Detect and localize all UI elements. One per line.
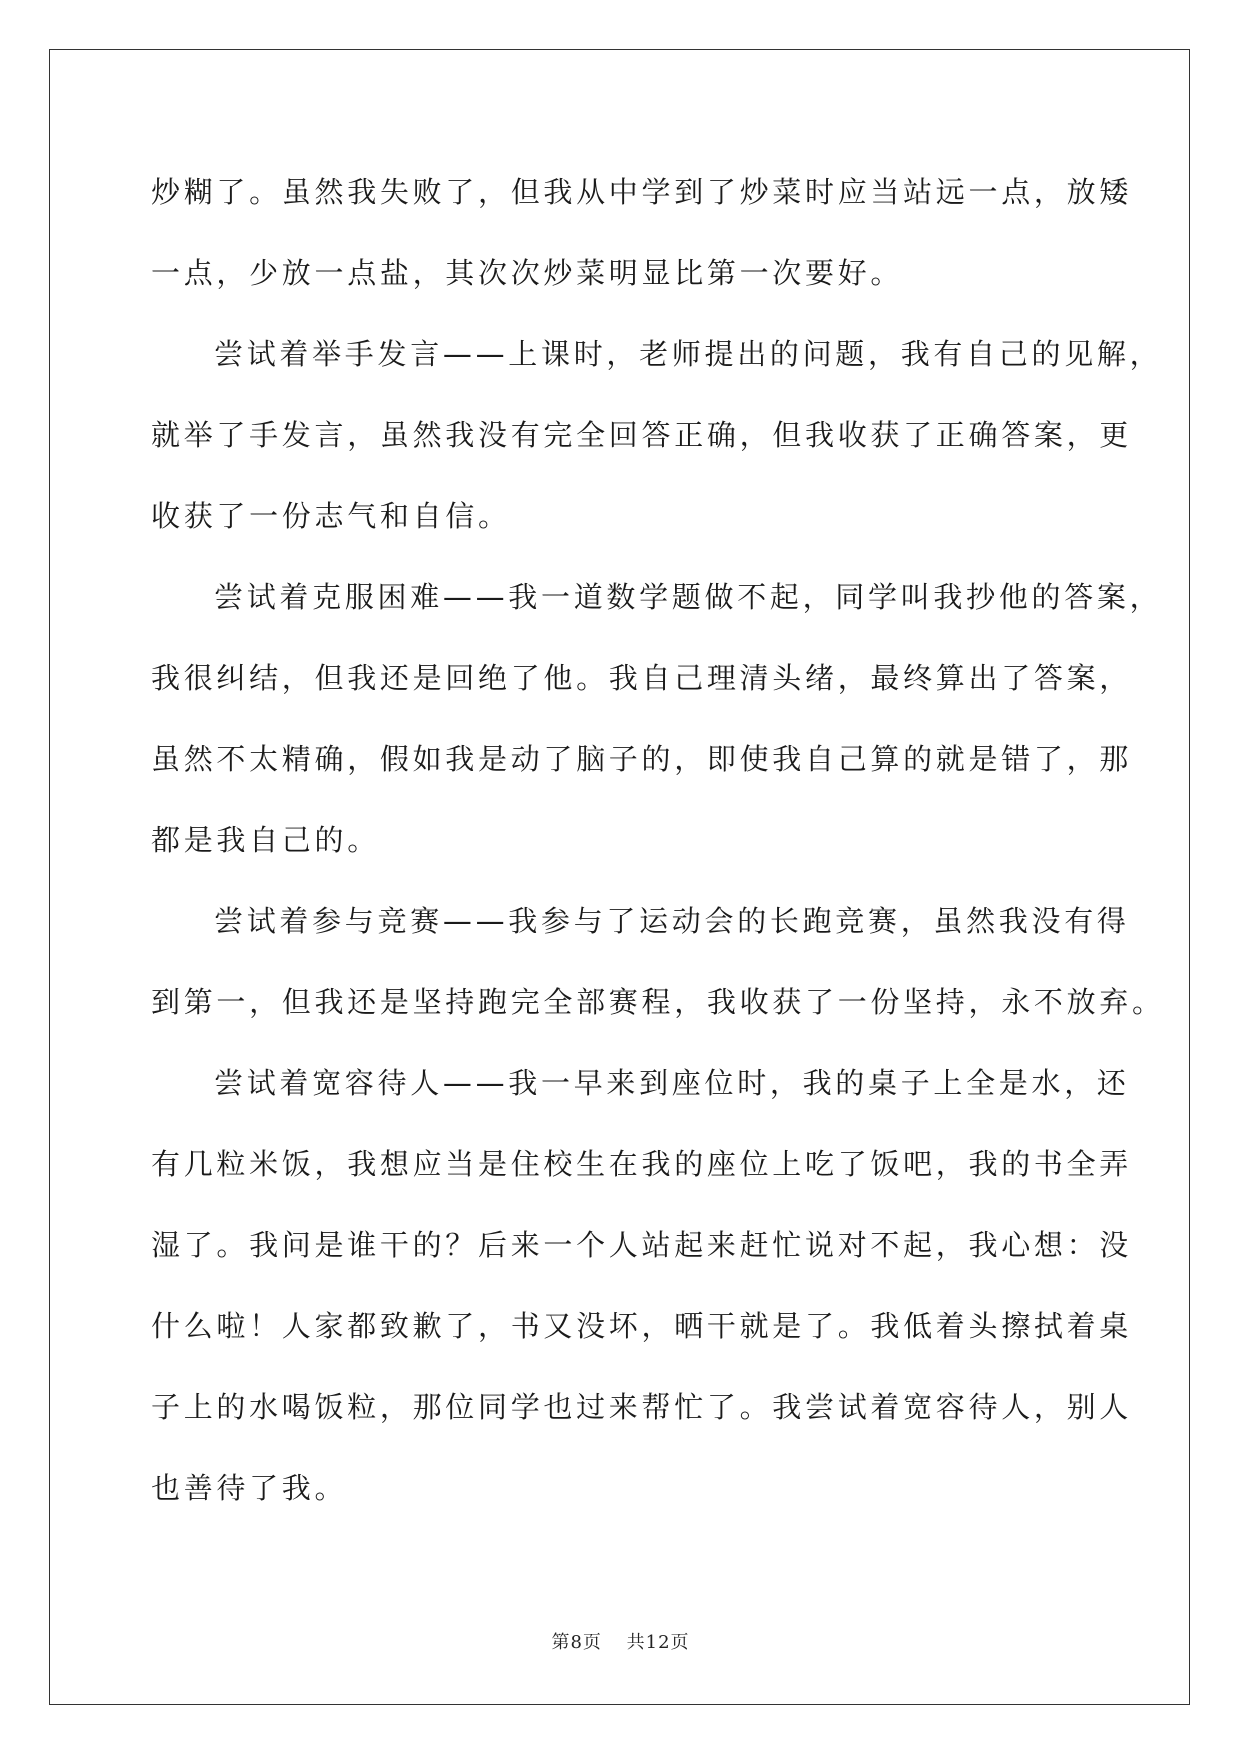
text-line: 一点，少放一点盐，其次次炒菜明显比第一次要好。 — [151, 256, 904, 290]
document-body — [151, 152, 1165, 1529]
text-line: 都是我自己的。 — [151, 823, 380, 857]
text-line: 收获了一份志气和自信。 — [151, 499, 511, 533]
text-line: 虽然不太精确，假如我是动了脑子的，即使我自己算的就是错了，那 — [151, 742, 1133, 776]
paragraph-start: 尝试着举手发言——上课时，老师提出的问题，我有自己的见解， — [214, 337, 1163, 371]
paragraph-start: 尝试着参与竞赛——我参与了运动会的长跑竞赛，虽然我没有得 — [214, 904, 1130, 938]
page-total: 共12页 — [626, 1632, 690, 1653]
text-line: 子上的水喝饭粒，那位同学也过来帮忙了。我尝试着宽容待人，别人 — [151, 1390, 1133, 1424]
text-line: 有几粒米饭，我想应当是住校生在我的座位上吃了饭吧，我的书全弄 — [151, 1147, 1133, 1181]
text-line: 到第一，但我还是坚持跑完全部赛程，我收获了一份坚持，永不放弃。 — [151, 985, 1165, 1019]
page-footer — [0, 1628, 1241, 1654]
text-line: 我很纠结，但我还是回绝了他。我自己理清头绪，最终算出了答案， — [151, 661, 1133, 695]
text-line: 什么啦！人家都致歉了，书又没坏，晒干就是了。我低着头擦拭着桌 — [151, 1309, 1133, 1343]
paragraph-start: 尝试着宽容待人——我一早来到座位时，我的桌子上全是水，还 — [214, 1066, 1130, 1100]
paragraph-start: 尝试着克服困难——我一道数学题做不起，同学叫我抄他的答案， — [214, 580, 1163, 614]
text-line: 湿了。我问是谁干的？后来一个人站起来赶忙说对不起，我心想：没 — [151, 1228, 1133, 1262]
text-line: 也善待了我。 — [151, 1471, 348, 1505]
page-number: 第8页 — [551, 1632, 602, 1653]
text-line: 炒糊了。虽然我失败了，但我从中学到了炒菜时应当站远一点，放矮 — [151, 175, 1133, 209]
text-line: 就举了手发言，虽然我没有完全回答正确，但我收获了正确答案，更 — [151, 418, 1133, 452]
